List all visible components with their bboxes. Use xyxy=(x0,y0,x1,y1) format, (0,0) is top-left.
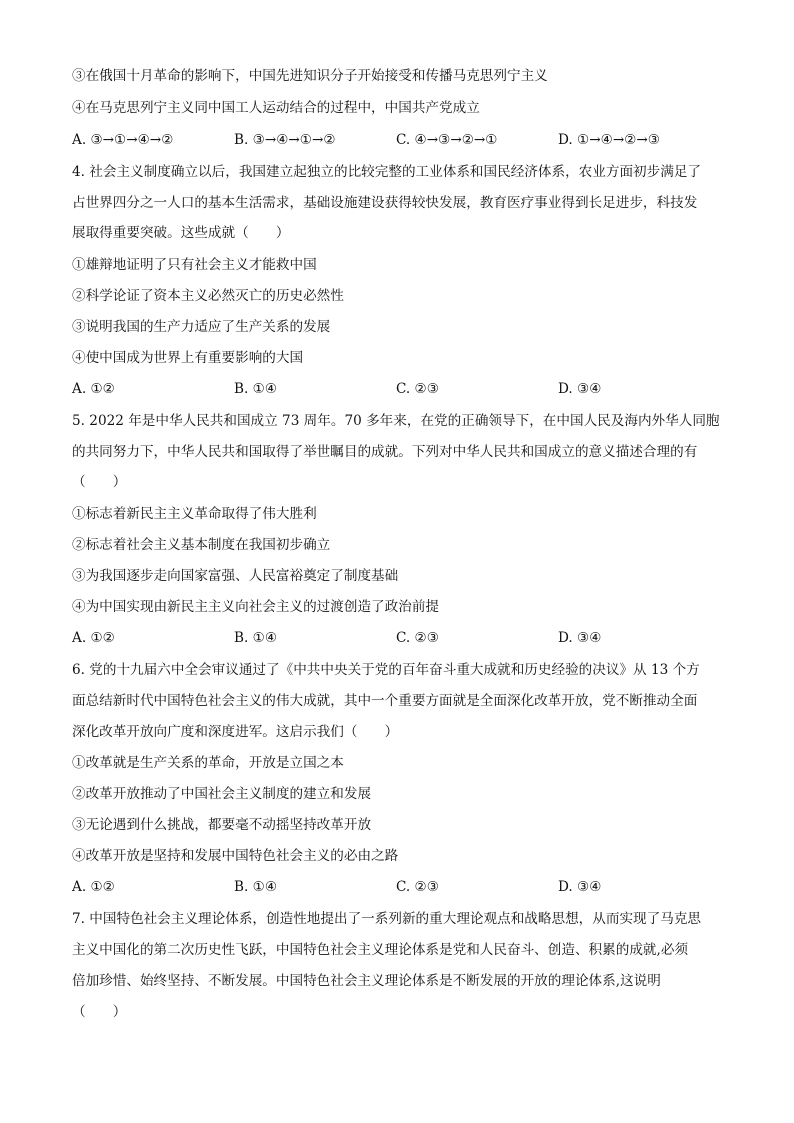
q3-options xyxy=(72,130,722,150)
q4-options xyxy=(72,379,722,399)
q6-item-1: ①改革就是生产关系的革命，开放是立国之本 xyxy=(72,755,344,771)
q5-options xyxy=(72,628,722,648)
q5-option-c[interactable]: C. ②③ xyxy=(396,630,439,646)
q4-item-1: ①雄辩地证明了只有社会主义才能救中国 xyxy=(72,257,317,273)
q7-stem-line-1: 7. 中国特色社会主义理论体系，创造性地提出了一系列新的重大理论观点和战略思想，从而实现了马克思 xyxy=(72,911,702,927)
q5-stem-line-3: （ ） xyxy=(72,474,127,490)
q4-item-4: ④使中国成为世界上有重要影响的大国 xyxy=(72,350,304,366)
q7-stem-line-3: 倍加珍惜、始终坚持、不断发展。中国特色社会主义理论体系是不断发展的开放的理论体系,这说明 xyxy=(72,973,661,989)
q5-stem-line-2: 的共同努力下，中华人民共和国取得了举世瞩目的成就。下列对中华人民共和国成立的意义描述合理的有 xyxy=(72,444,698,460)
q5-item-1: ①标志着新民主主义革命取得了伟大胜利 xyxy=(72,506,317,522)
q5-item-3: ③为我国逐步走向国家富强、人民富裕奠定了制度基础 xyxy=(72,568,399,584)
q6-stem-line-1: 6. 党的十九届六中全会审议通过了《中共中央关于党的百年奋斗重大成就和历史经验的决议》从 13 个方 xyxy=(72,662,700,678)
q3-option-c[interactable]: C. ④→③→②→① xyxy=(396,132,498,148)
q6-stem-line-3: 深化改革开放向广度和深度进军。这启示我们（ ） xyxy=(72,724,399,740)
q4-stem-line-3: 展取得重要突破。这些成就（ ） xyxy=(72,225,290,241)
q6-item-4: ④改革开放是坚持和发展中国特色社会主义的必由之路 xyxy=(72,848,399,864)
q5-item-4: ④为中国实现由新民主主义向社会主义的过渡创造了政治前提 xyxy=(72,599,440,615)
q5-option-a[interactable]: A. ①② xyxy=(72,630,115,646)
q4-stem-line-2: 占世界四分之一人口的基本生活需求，基础设施建设获得较快发展，教育医疗事业得到长足进步，科技发 xyxy=(72,195,698,211)
q4-item-3: ③说明我国的生产力适应了生产关系的发展 xyxy=(72,319,331,335)
q5-option-d[interactable]: D. ③④ xyxy=(558,630,602,646)
q4-option-c[interactable]: C. ②③ xyxy=(396,381,439,397)
q6-stem-line-2: 面总结新时代中国特色社会主义的伟大成就，其中一个重要方面就是全面深化改革开放，党不断推动全面 xyxy=(72,693,698,709)
q4-stem-line-1: 4. 社会主义制度确立以后，我国建立起独立的比较完整的工业体系和国民经济体系，农业方面初步满足了 xyxy=(72,164,702,180)
q6-option-d[interactable]: D. ③④ xyxy=(558,879,602,895)
q6-option-a[interactable]: A. ①② xyxy=(72,879,115,895)
q6-item-2: ②改革开放推动了中国社会主义制度的建立和发展 xyxy=(72,786,372,802)
q4-item-2: ②科学论证了资本主义必然灭亡的历史必然性 xyxy=(72,288,344,304)
q3-option-d[interactable]: D. ①→④→②→③ xyxy=(558,132,660,148)
q3-item-3: ③在俄国十月革命的影响下，中国先进知识分子开始接受和传播马克思列宁主义 xyxy=(72,68,548,84)
q7-stem-line-2: 主义中国化的第二次历史性飞跃，中国特色社会主义理论体系是党和人民奋斗、创造、积累的成就,必须 xyxy=(72,942,689,958)
q5-option-b[interactable]: B. ①④ xyxy=(234,630,278,646)
q3-option-a[interactable]: A. ③→①→④→② xyxy=(72,132,174,148)
q6-item-3: ③无论遇到什么挑战，都要毫不动摇坚持改革开放 xyxy=(72,817,372,833)
q6-option-c[interactable]: C. ②③ xyxy=(396,879,439,895)
q3-option-b[interactable]: B. ③→④→①→② xyxy=(234,132,336,148)
q5-stem-line-1: 5. 2022 年是中华人民共和国成立 73 周年。70 多年来，在党的正确领导下，在中国人民及海内外华人同胞 xyxy=(72,413,720,429)
q5-item-2: ②标志着社会主义基本制度在我国初步确立 xyxy=(72,537,331,553)
q7-stem-line-4: （ ） xyxy=(72,1004,127,1020)
q6-options xyxy=(72,877,722,897)
q4-option-b[interactable]: B. ①④ xyxy=(234,381,278,397)
q6-option-b[interactable]: B. ①④ xyxy=(234,879,278,895)
q4-option-d[interactable]: D. ③④ xyxy=(558,381,602,397)
q4-option-a[interactable]: A. ①② xyxy=(72,381,115,397)
q3-item-4: ④在马克思列宁主义同中国工人运动结合的过程中，中国共产党成立 xyxy=(72,100,480,116)
